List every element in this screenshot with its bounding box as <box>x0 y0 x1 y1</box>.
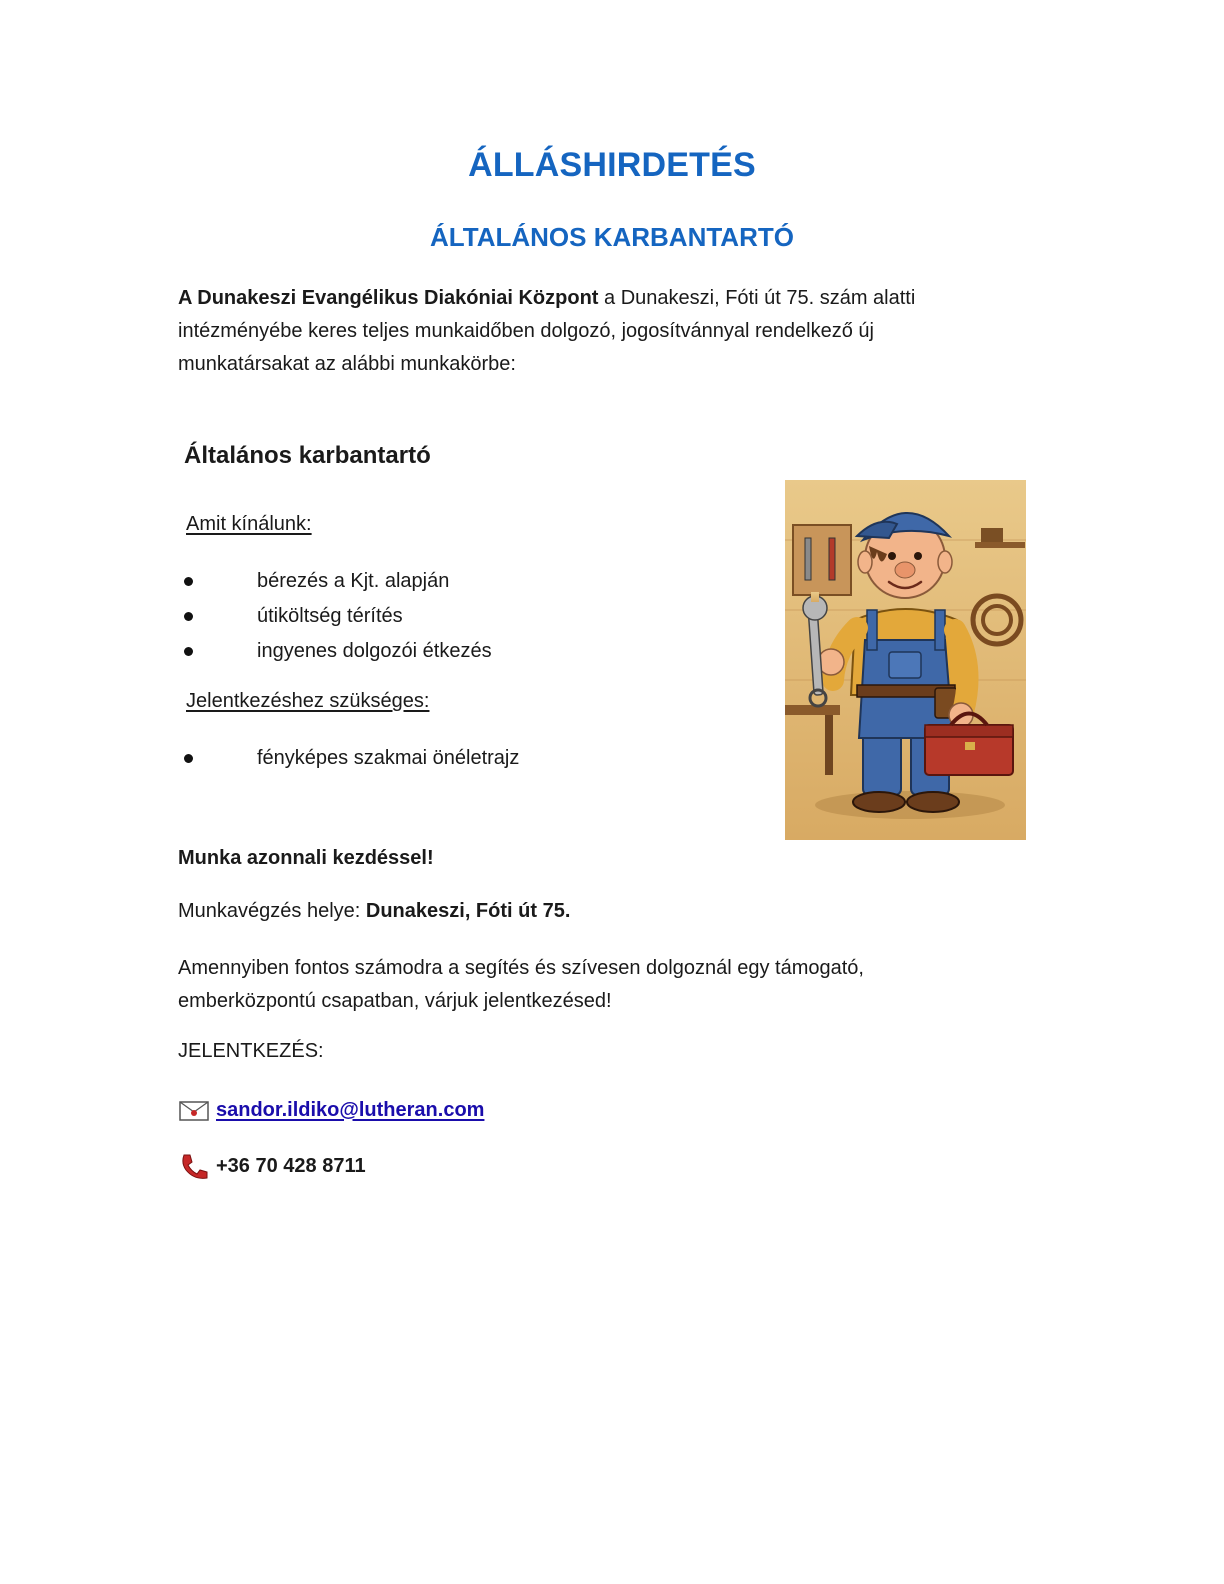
closing-paragraph: Amennyiben fontos számodra a segítés és szívesen dolgoznál egy támogató, emberközpontú csapatban, várjuk jelentkezésed! <box>178 957 864 1012</box>
page-subtitle: ÁLTALÁNOS KARBANTARTÓ <box>430 222 794 252</box>
list-item-text: útiköltség térítés <box>257 605 403 627</box>
phone-icon <box>178 1152 210 1180</box>
start-note: Munka azonnali kezdéssel! <box>178 847 434 869</box>
work-location-label: Munkavégzés helye: <box>178 900 366 922</box>
page-title: ÁLLÁSHIRDETÉS <box>468 146 756 184</box>
bullet-icon <box>184 754 193 763</box>
intro-paragraph <box>178 282 978 381</box>
work-location-value: Dunakeszi, Fóti út 75. <box>365 900 571 922</box>
work-location <box>178 900 570 923</box>
bullet-icon <box>184 647 193 656</box>
email-link[interactable]: sandor.ildiko@lutheran.com <box>216 1098 485 1121</box>
phone-number: +36 70 428 8711 <box>216 1154 366 1177</box>
list-item-text: bérezés a Kjt. alapján <box>257 570 450 592</box>
offer-label: Amit kínálunk: <box>186 513 312 535</box>
intro-text: a Dunakeszi, Fóti út 75. szám alatti intézményébe keres teljes munkaidőben dolgozó, jogosítvánnyal rendelkező új munkatársakat az alábbi munkakörbe: <box>178 287 916 375</box>
organization-name: A Dunakeszi Evangélikus Diakóniai Központ <box>178 287 599 309</box>
bullet-icon <box>184 612 193 621</box>
list-item-text: fényképes szakmai önéletrajz <box>257 747 520 769</box>
job-title: Általános karbantartó <box>184 442 431 469</box>
email-contact <box>178 1096 484 1124</box>
list-item-text: ingyenes dolgozói étkezés <box>257 640 492 662</box>
bullet-icon <box>184 577 193 586</box>
apply-label: JELENTKEZÉS: <box>178 1040 324 1062</box>
phone-contact <box>178 1152 366 1180</box>
requirements-label: Jelentkezéshez szükséges: <box>186 690 430 712</box>
envelope-icon <box>178 1096 210 1124</box>
handyman-illustration <box>785 480 1026 840</box>
